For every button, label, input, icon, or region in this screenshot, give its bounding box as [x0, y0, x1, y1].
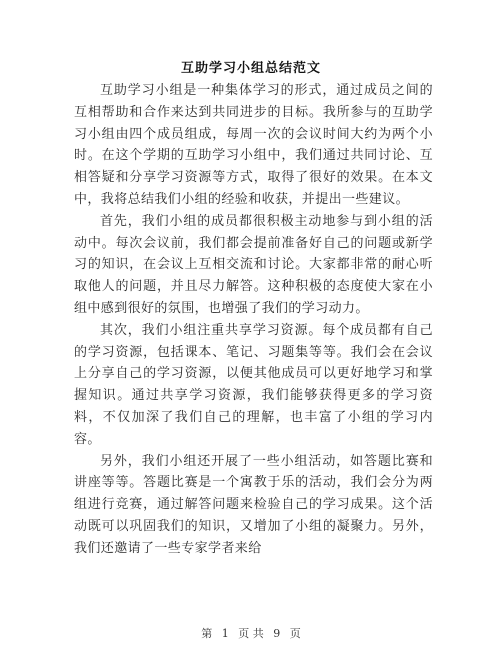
paragraph-first: 首先，我们小组的成员都很积极主动地参与到小组的活动中。每次会议前，我们都会提前准备好自己的问题或新学习的知识，在会议上互相交流和讨论。大家都非常的耐心听取他人的问题，并且尽力解答。这种积极的态度使大家在小组中感到很好的氛围，也增强了我们的学习动力。: [74, 213, 433, 316]
document-title: 互助学习小组总结范文: [180, 61, 321, 76]
paragraph-second: 其次，我们小组注重共享学习资源。每个成员都有自己的学习资源，包括课本、笔记、习题集等等。我们会在会议上分享自己的学习资源，以便其他成员可以更好地学习和掌握知识。通过共享学习资源，我们能够获得更多的学习资料，不仅加深了我们自己的理解，也丰富了小组的学习内容。: [74, 322, 433, 447]
page-number-total: 9: [273, 627, 281, 640]
page-footer-suffix: 页: [289, 627, 301, 640]
page-number-current: 1: [221, 627, 229, 640]
document-body: [74, 80, 433, 560]
page-footer: [0, 625, 502, 641]
paragraph-third: 另外，我们小组还开展了一些小组活动，如答题比赛和讲座等等。答题比赛是一个寓教于乐的活动，我们会分为两组进行竞赛，通过解答问题来检验自己的学习成果。这个活动既可以巩固我们的知识，又增加了小组的凝聚力。另外，我们还邀请了一些专家学者来给: [74, 453, 433, 556]
paragraph-intro: 互助学习小组是一种集体学习的形式，通过成员之间的互相帮助和合作来达到共同进步的目标。我所参与的互助学习小组由四个成员组成，每周一次的会议时间大约为两个小时。在这个学期的互助学习小组中，我们通过共同讨论、互相答疑和分享学习资源等方式，取得了很好的效果。在本文中，我将总结我们小组的经验和收获，并提出一些建议。: [74, 83, 433, 207]
page-footer-prefix: 第: [201, 627, 213, 640]
page-footer-middle: 页 共: [238, 627, 264, 640]
